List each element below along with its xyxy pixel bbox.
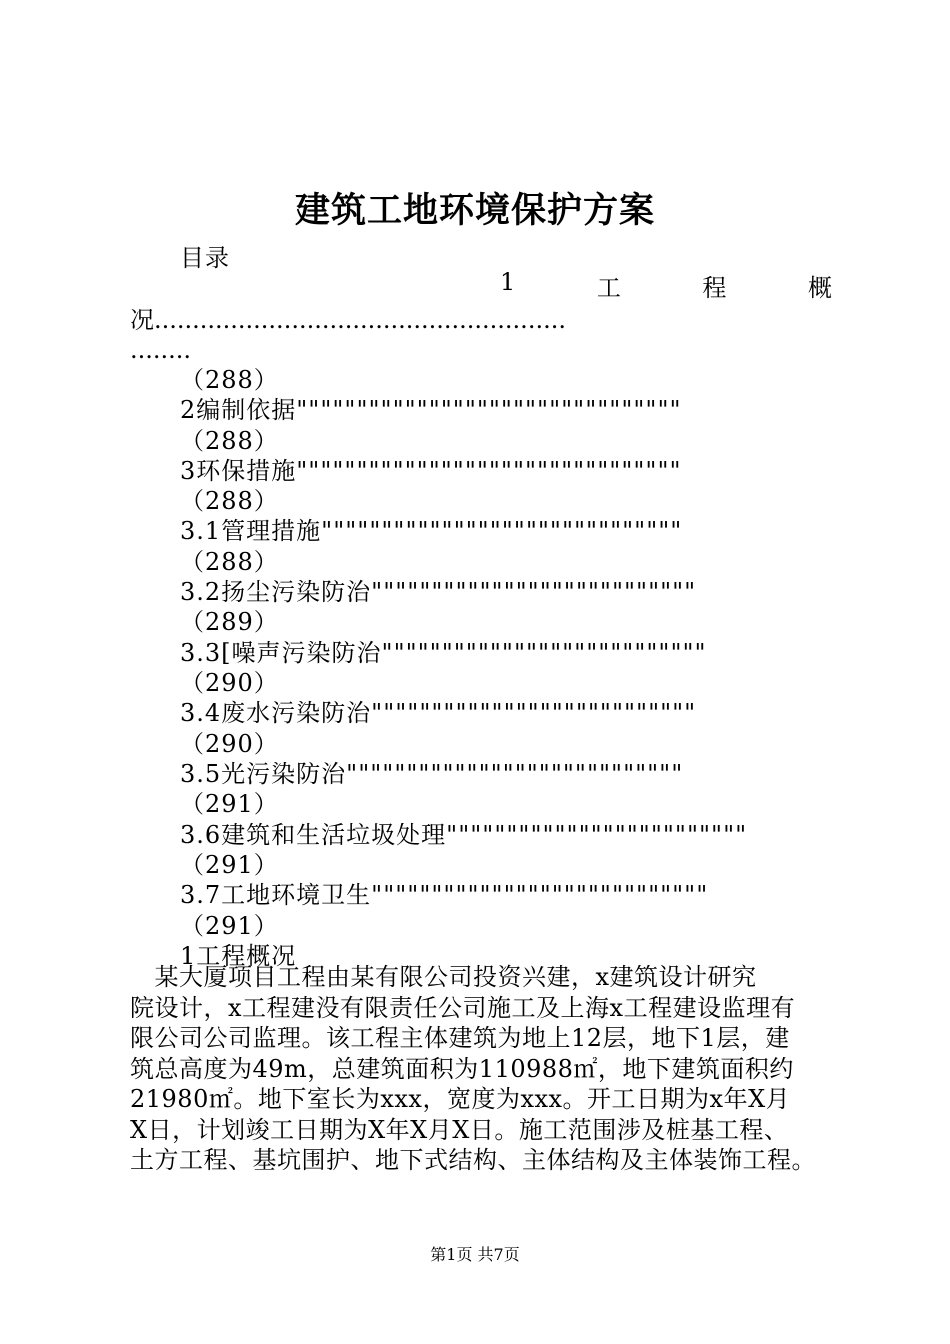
toc-entry-label: 3.4废水污染防治""""""""""""""""""""""""""": [180, 699, 697, 727]
toc-entry-label: 3.5光污染防治"""""""""""""""""""""""""""": [180, 760, 684, 788]
toc-entry-1-char: 1: [500, 268, 516, 296]
toc-entry-1-page: （288）: [180, 366, 279, 394]
paragraph-line: 筑总高度为49m，总建筑面积为110988㎡，地下建筑面积约: [130, 1054, 794, 1083]
toc-entry-page: （291）: [180, 790, 279, 818]
toc-entry-page: （290）: [180, 730, 279, 758]
toc-entry-1-char: 程: [702, 274, 727, 302]
document-title: 建筑工地环境保护方案: [294, 190, 655, 231]
paragraph-line: X日，计划竣工日期为X年X月X日。施工范围涉及桩基工程、: [130, 1115, 789, 1144]
toc-entry-page: （291）: [180, 851, 279, 879]
paragraph-line: 限公司公司监理。该工程主体建筑为地上12层，地下1层，建: [130, 1024, 790, 1052]
toc-entry-page: （288）: [180, 548, 279, 576]
toc-entry-label: 3.2扬尘污染防治""""""""""""""""""""""""""": [180, 578, 697, 606]
toc-entry-page: （289）: [180, 608, 279, 636]
toc-entry-page: （288）: [180, 487, 279, 515]
body-paragraph: [130, 962, 830, 1176]
toc-entry-page: （288）: [180, 427, 279, 455]
paragraph-line: 院设计，x工程建没有限责任公司施工及上海x工程建设监理有: [130, 993, 796, 1022]
toc-entry-1-spread: [500, 268, 832, 303]
toc-entry-label: 2编制依据"""""""""""""""""""""""""""""""": [180, 396, 682, 424]
section-heading: 1工程概况: [180, 942, 297, 970]
paragraph-line: 某大厦项目工程由某有限公司投资兴建，x建筑设计研究: [130, 963, 757, 991]
toc-entry-1-char: 工: [596, 274, 621, 302]
paragraph-line: 21980㎡。地下室长为xxx，宽度为xxx。开工日期为x年X月: [130, 1085, 791, 1113]
toc-entry-page: （291）: [180, 912, 279, 940]
toc-entry-label: 3.1管理措施"""""""""""""""""""""""""""""": [180, 517, 683, 545]
toc-entry-page: （290）: [180, 669, 279, 697]
toc-entry-label: 3.7工地环境卫生"""""""""""""""""""""""""""": [180, 881, 709, 909]
toc-entry-1-char: 概: [807, 274, 832, 302]
toc-entry-label: 3.3[噪声污染防治""""""""""""""""""""""""""": [180, 639, 707, 667]
toc-entry-1-dots: ........: [130, 336, 192, 364]
toc-entry-label: 3.6建筑和生活垃圾处理""""""""""""""""""""""""": [180, 821, 748, 849]
toc-label: 目录: [180, 244, 230, 272]
toc-entry-1-wrap: 况......................................................: [130, 306, 566, 334]
toc-entry-label: 3环保措施"""""""""""""""""""""""""""""""": [180, 457, 682, 485]
paragraph-line: 土方工程、基坑围护、地下式结构、主体结构及主体装饰工程。: [130, 1146, 816, 1174]
page-footer: 第1页 共7页: [430, 1245, 520, 1264]
